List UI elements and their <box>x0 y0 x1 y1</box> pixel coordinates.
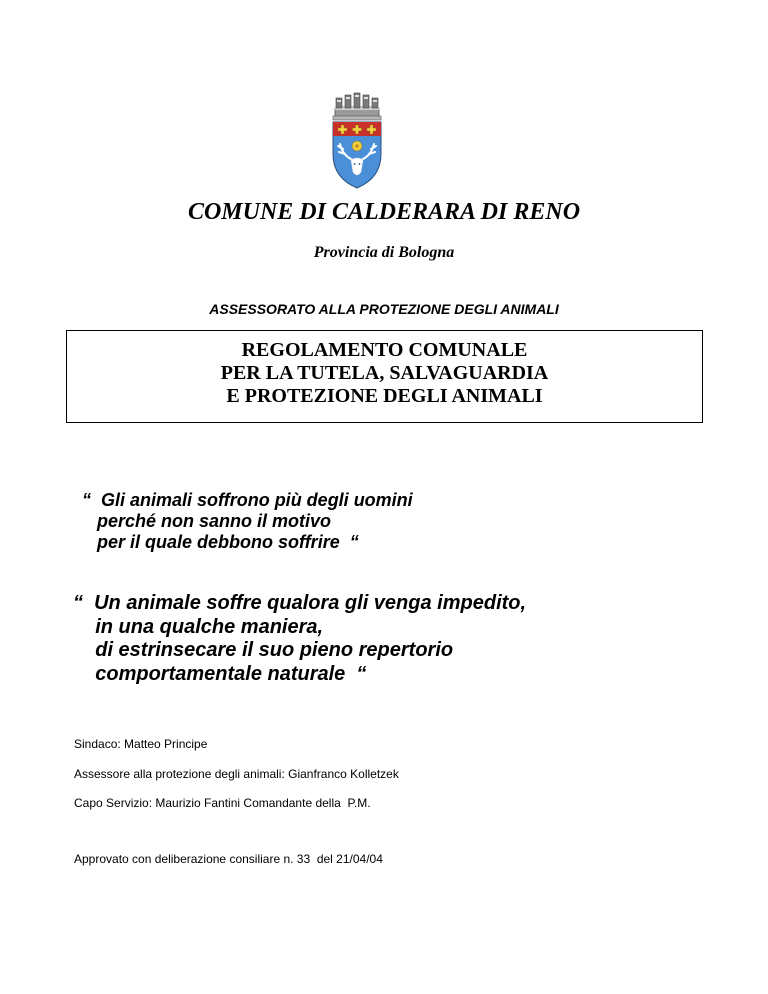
department-heading: ASSESSORATO ALLA PROTEZIONE DEGLI ANIMALI <box>209 301 559 317</box>
quote-line: in una qualche maniera, <box>73 615 324 638</box>
quote-line: “ Un animale soffre qualora gli venga impedito, <box>73 592 527 614</box>
municipal-coat-of-arms-icon <box>327 92 387 192</box>
quote-line: comportamentale naturale “ <box>73 662 367 685</box>
service-chief-credit: Capo Servizio: Maurizio Fantini Comandante della P.M. <box>74 796 371 810</box>
quote-animals-suffer <box>82 490 413 553</box>
quote-line: “ Gli animali soffrono più degli uomini <box>82 490 413 510</box>
quote-line: perché non sanno il motivo <box>82 511 332 531</box>
quote-line: di estrinsecare il suo pieno repertorio <box>73 639 454 661</box>
quote-line: per il quale debbono soffrire “ <box>82 532 359 552</box>
approval-note: Approvato con deliberazione consiliare n. 33 del 21/04/04 <box>74 852 383 866</box>
province-subtitle: Provincia di Bologna <box>313 244 455 261</box>
assessor-credit: Assessore alla protezione degli animali: Gianfranco Kolletzek <box>74 767 399 781</box>
regulation-title-line: E PROTEZIONE DEGLI ANIMALI <box>226 385 543 407</box>
regulation-title-box <box>66 330 703 423</box>
mayor-credit: Sindaco: Matteo Principe <box>74 737 208 751</box>
regulation-title-line: REGOLAMENTO COMUNALE <box>241 339 528 361</box>
crown-icon <box>333 93 381 120</box>
regulation-title-line: PER LA TUTELA, SALVAGUARDIA <box>220 362 549 384</box>
quote-behavioral-repertoire <box>73 592 526 686</box>
municipality-title: COMUNE DI CALDERARA DI RENO <box>187 199 581 225</box>
